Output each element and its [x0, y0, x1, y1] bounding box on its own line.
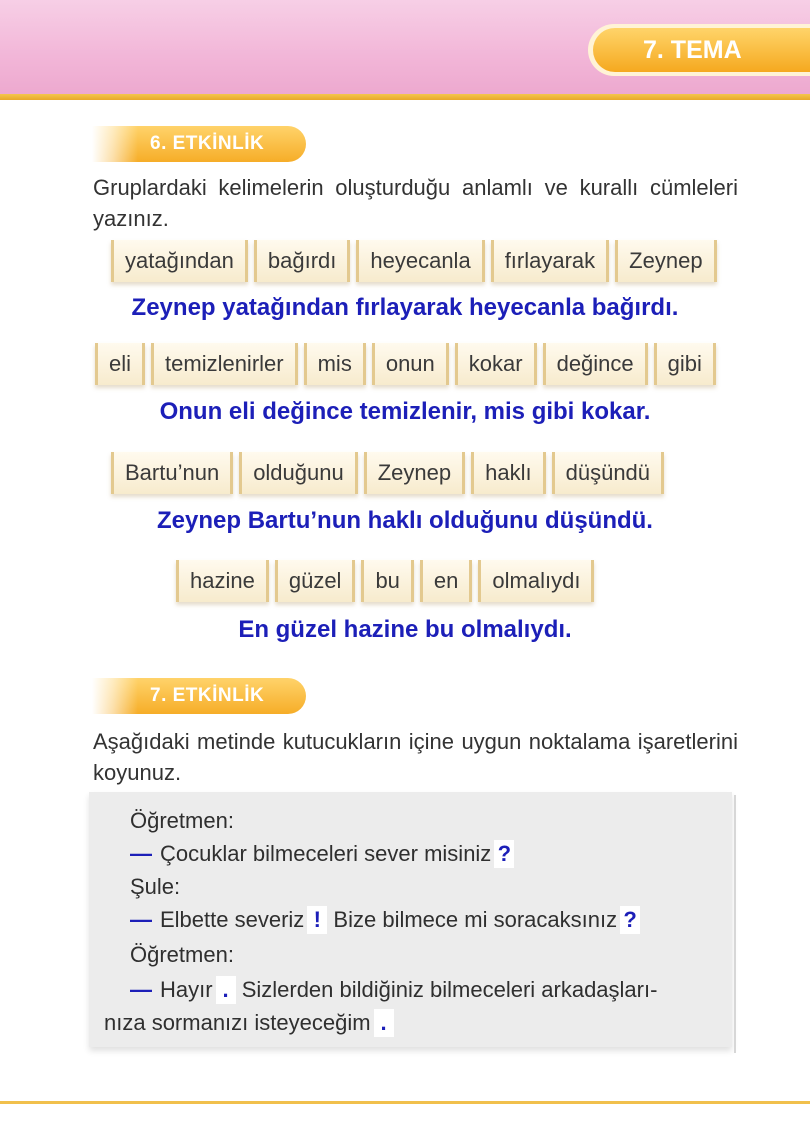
dialog-text: Hayır: [160, 977, 213, 1002]
dialog-line: [104, 1009, 394, 1037]
word-group-4: [176, 560, 594, 602]
dialog-speaker: Şule:: [130, 874, 181, 899]
word-card: bağırdı: [254, 240, 351, 282]
dialog-speaker: Öğretmen:: [130, 942, 234, 967]
punctuation-box: ?: [620, 906, 640, 934]
word-card: gibi: [654, 343, 716, 385]
header-divider: [0, 94, 810, 100]
word-group-1: [111, 240, 717, 282]
word-card: olduğunu: [239, 452, 358, 494]
word-card: temizlenirler: [151, 343, 298, 385]
word-group-3: [111, 452, 664, 494]
word-card: fırlayarak: [491, 240, 609, 282]
dialog-text: Bize bilmece mi soracaksınız: [333, 907, 618, 932]
word-card: hazine: [176, 560, 269, 602]
activity-7-badge: [92, 678, 306, 714]
word-card: bu: [361, 560, 413, 602]
dialog-dash: —: [130, 841, 152, 866]
punctuation-box: ?: [494, 840, 514, 868]
activity-7-title: 7. ETKİNLİK: [150, 685, 265, 706]
word-card: yatağından: [111, 240, 248, 282]
word-card: güzel: [275, 560, 356, 602]
dialog-text: Sizlerden bildiğiniz bilmeceleri arkadaşları-: [241, 977, 658, 1002]
dialog-line: [130, 976, 657, 1004]
dialog-text: Çocuklar bilmeceleri sever misiniz: [160, 841, 492, 866]
activity-7-instruction: Aşağıdaki metinde kutucukların içine uygun noktalama işaretlerini koyunuz.: [93, 729, 738, 785]
word-card: eli: [95, 343, 145, 385]
tema-tab: [588, 24, 810, 76]
word-card: olmalıydı: [478, 560, 594, 602]
word-card: Zeynep: [364, 452, 465, 494]
dialog-text: Elbette severiz: [160, 907, 305, 932]
activity-6-instruction: Gruplardaki kelimelerin oluşturduğu anlamlı ve kurallı cümleleri yazınız.: [93, 175, 738, 231]
dialog-dash: —: [130, 977, 152, 1002]
footer-divider: [0, 1101, 810, 1104]
dialog-dash: —: [130, 907, 152, 932]
word-card: Zeynep: [615, 240, 716, 282]
dialog-line: [130, 840, 514, 868]
dialog-text: nıza sormanızı isteyeceğim: [104, 1010, 371, 1035]
word-card: değince: [543, 343, 648, 385]
word-card: en: [420, 560, 472, 602]
answer-1: Zeynep yatağından fırlayarak heyecanla bağırdı.: [131, 294, 679, 321]
answer-4: En güzel hazine bu olmalıydı.: [238, 616, 572, 643]
answer-3: Zeynep Bartu’nun haklı olduğunu düşündü.: [157, 507, 653, 534]
punctuation-box: .: [374, 1009, 394, 1037]
answer-2: Onun eli değince temizlenir, mis gibi kokar.: [159, 398, 651, 425]
tema-label: 7. TEMA: [643, 35, 742, 64]
activity-6-title: 6. ETKİNLİK: [150, 133, 265, 154]
word-card: heyecanla: [356, 240, 484, 282]
dialog-speaker: Öğretmen:: [130, 808, 234, 833]
word-card: kokar: [455, 343, 537, 385]
dialog-box-edge: [734, 795, 736, 1053]
activity-6-badge: [92, 126, 306, 162]
word-group-2: [95, 343, 716, 385]
word-card: onun: [372, 343, 449, 385]
punctuation-box: !: [307, 906, 327, 934]
punctuation-box: .: [216, 976, 236, 1004]
word-card: düşündü: [552, 452, 664, 494]
word-card: Bartu’nun: [111, 452, 233, 494]
word-card: mis: [304, 343, 366, 385]
dialog-line: [130, 906, 640, 934]
word-card: haklı: [471, 452, 545, 494]
